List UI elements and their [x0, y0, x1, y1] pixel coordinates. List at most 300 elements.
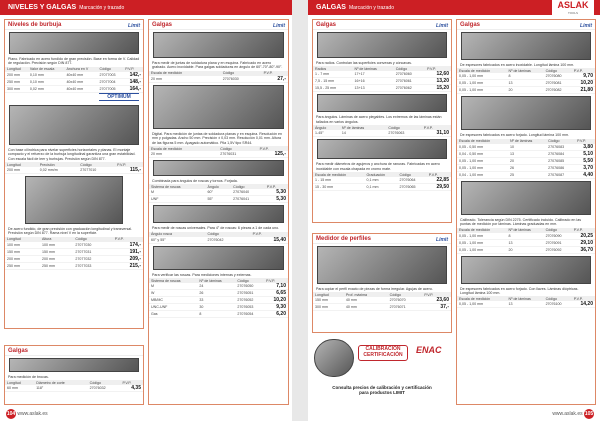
table-cell: 20 [507, 246, 544, 253]
table-cell: 8 [507, 73, 544, 80]
table-cell: 24 [197, 283, 235, 290]
table-cell: 26 [508, 164, 546, 171]
perfiles-section [312, 233, 452, 333]
table-cell: 27076052 [235, 297, 264, 304]
optimum-logo: OPTIMUM [99, 93, 139, 101]
table-header: P.V.P. [572, 68, 595, 73]
table-cell: 27076041 [231, 196, 265, 203]
table-cell: 15,40 [251, 237, 288, 244]
table-cell: M [149, 283, 197, 290]
table-cell: 300 mm [313, 304, 344, 311]
table-header: Graduación [364, 172, 397, 177]
right-footer-url[interactable]: www.aslak.es [552, 411, 583, 417]
table-cell: 14 [340, 130, 387, 137]
table-header: Precisión [38, 162, 79, 167]
table-cell: 27076051 [235, 290, 264, 297]
profile-gauge-image [317, 246, 447, 284]
table-header: Nº de láminas [507, 68, 544, 73]
table-cell: 5,30 [265, 196, 288, 203]
table-row [5, 78, 143, 85]
table-cell: 27076060 [394, 71, 425, 78]
table-cell: 17+17 [352, 71, 393, 78]
table-row [457, 87, 595, 94]
galgas-x-desc3: Calibrado. Tolerancia según DIN 2275. Certificado incluido. Calibrado en las puntas de medición por láminas. Láminas graduadas en mm. [460, 217, 581, 227]
table-cell: 27077031 [73, 248, 112, 255]
table-cell: 40x40 mm [64, 72, 97, 79]
galgas-center-section [148, 19, 289, 405]
table-cell: M [149, 189, 206, 196]
table-row [457, 164, 595, 171]
table-cell: 0,05 - 1,00 mm [457, 80, 507, 87]
table-header: P.V.P. [113, 237, 143, 242]
left-footer [6, 409, 48, 419]
angle-gauge-image [317, 94, 447, 112]
table-cell: 27076080 [544, 73, 572, 80]
table-header: Radios [313, 66, 352, 71]
left-header [0, 0, 292, 15]
table-header: Escala de medición [149, 146, 218, 151]
table-header: Prof. máxima [344, 292, 388, 297]
table-header: Código [235, 278, 264, 283]
galgas-x-desc2: De espesores fabricados en acero forjado. Longitud lámina 100 mm. [460, 133, 570, 138]
table-header: Longitud [5, 67, 28, 72]
table-cell: 10,20 [572, 80, 595, 87]
table-cell: 0,05 - 1,00 mm [457, 87, 507, 94]
table-cell: 5,50 [575, 157, 595, 164]
table-cell: 118° [34, 385, 87, 392]
table-cell: 21,80 [572, 87, 595, 94]
right-page-number: 105 [584, 411, 594, 417]
left-footer-url[interactable]: www.aslak.es [17, 411, 48, 417]
table-header: Longitud [5, 380, 34, 385]
table-header: Código [544, 296, 572, 301]
table-row [457, 301, 595, 308]
table-cell: 13+13 [352, 85, 393, 92]
galgas-c-table3 [149, 184, 288, 203]
table-cell: 27077032 [73, 255, 112, 262]
table-cell: 250 mm [5, 262, 40, 269]
niveles-desc2: Con base cilíndrica para nivelar superficies horizontales y planas. El montaje compacto y el refuerzo de la burbuja longitudinal garantiza una gran estabilidad. Con escala fácil de leer y burbujas. Precisión según DIN 877. [8, 147, 136, 161]
table-row [5, 262, 143, 269]
table-header: P.V.P. [572, 228, 595, 233]
table-cell: 0,05 - 1,00 mm [457, 157, 508, 164]
table-cell: 27076031 [218, 151, 257, 158]
table-cell: 150 mm [313, 297, 344, 304]
table-cell: 1-45° [313, 130, 340, 137]
table-cell: 191,- [113, 248, 143, 255]
table-cell: 27076100 [544, 301, 572, 308]
table-row [149, 76, 288, 83]
table-cell: 0,05 - 1,00 mm [457, 246, 507, 253]
table-row [457, 150, 595, 157]
table-cell: 13,20 [425, 78, 451, 85]
table-header: Longitud [313, 292, 344, 297]
table-cell: 40x40 mm [64, 78, 97, 85]
table-cell: 250 mm [5, 78, 28, 85]
table-row [457, 80, 595, 87]
right-header-sub: Marcación y trazado [348, 5, 394, 11]
limit-logo: Limit [128, 23, 140, 29]
table-cell: 27076040 [231, 189, 265, 196]
table-cell: 37,- [422, 304, 451, 311]
table-row [5, 85, 143, 92]
table-cell: 16+16 [352, 78, 393, 85]
table-cell: 15,5 - 25 mm [313, 85, 352, 92]
table-header: Código [218, 146, 257, 151]
table-cell: W [149, 290, 197, 297]
table-cell: 27077005 [98, 85, 124, 92]
table-cell: 200 mm [5, 255, 40, 262]
table-header: P.V.P. [120, 380, 143, 385]
drill-gauge-image [9, 358, 139, 372]
table-row [457, 171, 595, 178]
table-row [457, 246, 595, 253]
feeler-gauge-image-3 [461, 181, 591, 215]
table-cell: 27076053 [235, 304, 264, 311]
table-row [149, 290, 288, 297]
table-header: Ángulo rosca [149, 232, 205, 237]
brand-name: ASLAK [557, 0, 589, 10]
table-cell: 125,- [258, 151, 288, 158]
table-cell: 27077030 [73, 242, 112, 249]
galgas-r-table2 [313, 125, 451, 137]
table-cell: 7,5 - 15 mm [313, 78, 352, 85]
table-cell: 6,20 [264, 311, 288, 318]
table-cell: 27076063 [386, 130, 421, 137]
table-cell: 164,- [123, 85, 143, 92]
niveles-desc1: Plano. Fabricado en acero fundido de gran precisión. Base en forma de V. Calidad de regulación. Precisión según DIN 877. [8, 57, 140, 66]
table-cell: 0,10 mm [28, 72, 65, 79]
table-cell: 3,80 [575, 144, 595, 151]
table-header: Escala de medición [457, 228, 507, 233]
table-cell: 200 mm [40, 255, 73, 262]
table-cell: 27076054 [235, 311, 264, 318]
table-cell: 27076081 [544, 80, 572, 87]
galgas-center-title [149, 20, 288, 30]
table-cell: 9,70 [572, 73, 595, 80]
table-cell: 27076091 [544, 239, 572, 246]
table-header: Escala de medición [457, 68, 507, 73]
table-header: Valor de escala [28, 67, 65, 72]
table-header: Nº de láminas [507, 296, 544, 301]
table-cell: MB/MC [149, 297, 197, 304]
table-cell: 215,- [113, 262, 143, 269]
table-header: Ángulo [206, 184, 232, 189]
table-cell: 6,65 [264, 290, 288, 297]
table-cell: 0,1 mm [364, 184, 397, 191]
table-cell: 33 [197, 297, 235, 304]
table-cell: 40x40 mm [64, 85, 97, 92]
table-row [457, 239, 595, 246]
table-cell: 27077033 [73, 262, 112, 269]
galgas-c-table4 [149, 232, 288, 244]
table-cell: 5,30 [265, 189, 288, 196]
right-footer [552, 409, 594, 419]
table-cell: 10 [508, 144, 546, 151]
table-cell: 27076070 [388, 297, 423, 304]
galgas-radios-title [313, 20, 451, 30]
table-header: Código [388, 292, 423, 297]
consult-line1: Consulta precios de calibración y certificación [332, 385, 432, 390]
table-header: Código [544, 228, 572, 233]
calibration-gauge-image [314, 339, 354, 377]
table-cell: 0,05 - 0,50 mm [457, 144, 508, 151]
brand-sub: TOOLS [567, 11, 579, 15]
table-cell: 20 mm [149, 151, 218, 158]
table-header: Código [544, 68, 572, 73]
table-cell: 0,02 mm [28, 85, 65, 92]
table-row [149, 297, 288, 304]
calibration-line1: CALIBRACIÓN [365, 346, 401, 352]
perfiles-title-text: Medidor de perfiles [316, 236, 372, 242]
radius-gauge-image [317, 32, 447, 58]
galgas-radios-section [312, 19, 452, 223]
table-cell: 10,20 [264, 297, 288, 304]
table-cell: 25 [508, 171, 546, 178]
galgas-r-desc3: Para medir diámetros de agujeros y anchura de ranuras. Fabricadas en acero inoxidable con escala chapada en cromo mate. [316, 162, 440, 171]
galgas-c-desc2: Digital. Para medición de juntas de soldadura planas y en esquina. Resolución en mm y pulgadas. Ancho 50 mm. Precisión ± 0,03 mm. Resolución 0,01 mm. Altura de las figuras 5 mm. Apagado automático. Pila 1,5V tipo SR44. [152, 131, 283, 145]
table-cell: 9,30 [264, 304, 288, 311]
table-cell: 27,- [262, 76, 288, 83]
table-cell: 27076092 [544, 246, 572, 253]
table-header: Ángulo [313, 125, 340, 130]
galgas-c-desc5: Para verificar las roscas. Para mediciones internas y externas. [152, 272, 252, 277]
table-cell: 27076086 [546, 164, 575, 171]
table-row [5, 248, 143, 255]
galgas-x-desc4: De espesores fabricados en acero forjado. Con llaves. Láminas dióptricas. Longitud lámina 100 mm. [460, 286, 579, 296]
table-header: P.V.P. [422, 125, 451, 130]
galgas-r-table1 [313, 66, 451, 92]
table-cell: 13 [507, 239, 544, 246]
table-cell: 15 - 30 mm [313, 184, 364, 191]
table-row [149, 237, 288, 244]
galgas-brocas-title [5, 346, 143, 356]
table-cell: 1 - 7 mm [313, 71, 352, 78]
table-cell: 27076090 [544, 233, 572, 240]
column-galgas-soldadura [148, 19, 289, 405]
table-header: Código [386, 125, 421, 130]
table-cell: 100 mm [5, 242, 40, 249]
table-cell: 27076030 [221, 76, 262, 83]
table-row [5, 255, 143, 262]
table-cell: 27077010 [78, 167, 115, 174]
table-row [149, 196, 288, 203]
table-cell: 36,70 [572, 246, 595, 253]
table-header: Código [73, 237, 112, 242]
galgas-brocas-table [5, 380, 143, 392]
table-header: Código [221, 71, 262, 76]
table-cell: 27076065 [398, 184, 427, 191]
table-header: P.V.P. [262, 71, 288, 76]
table-cell: 27076062 [394, 85, 425, 92]
table-cell: 60° [206, 189, 232, 196]
table-header: P.V.P. [265, 184, 288, 189]
table-cell: 200 mm [5, 167, 38, 174]
table-header: Diámetro de corte [34, 380, 87, 385]
niveles-table3 [5, 237, 143, 270]
table-header: Escala de medición [149, 71, 221, 76]
table-cell: 0,05 - 1,00 mm [457, 164, 508, 171]
table-cell: 27076083 [546, 144, 575, 151]
table-cell: 27076042 [205, 237, 250, 244]
table-row [5, 385, 143, 392]
table-header: Nº de láminas [340, 125, 387, 130]
table-header: P.V.P. [427, 172, 451, 177]
perfiles-title [313, 234, 451, 244]
galgas-c-desc3: Combinada para ángulos de roscas y tornos. Forjada. [152, 179, 238, 184]
galgas-x-table4 [457, 296, 595, 308]
table-row [313, 304, 451, 311]
table-cell: 55° [206, 196, 232, 203]
galgas-r-desc1: Para radios. Controlan las superficies convexas y cóncavas. [316, 61, 412, 65]
table-cell: 27077004 [98, 78, 124, 85]
table-cell: 0,05 - 1,00 mm [457, 73, 507, 80]
table-header: Longitud [5, 162, 38, 167]
table-header: P.V.P. [575, 139, 595, 144]
galgas-x-table3 [457, 228, 595, 254]
table-header: Altura [40, 237, 73, 242]
table-row [149, 304, 288, 311]
table-cell: UNC-UNF [149, 304, 197, 311]
table-row [313, 130, 451, 137]
table-cell: 29,50 [427, 184, 451, 191]
universal-thread-gauge-image [153, 205, 284, 223]
galgas-espesores-title [457, 20, 595, 30]
table-cell: 150 mm [5, 248, 40, 255]
table-cell: 250 mm [40, 262, 73, 269]
table-header: Nº de láminas [507, 228, 544, 233]
table-cell: 0,04 - 1,00 mm [457, 171, 508, 178]
frame-level-image [25, 176, 123, 224]
niveles-title-text: Niveles de burbuja [8, 22, 62, 28]
table-cell: 142,- [123, 72, 143, 79]
galgas-c-desc4: Para medir de roscas universales. Para 4° de roscas: 6 piezas a 1 de cada uno. [152, 226, 280, 231]
table-header: Longitud [5, 237, 40, 242]
table-header: P.V.P. [264, 278, 288, 283]
table-cell: 0,10 mm [28, 78, 65, 85]
niveles-table1 [5, 67, 143, 93]
table-header: Código [98, 67, 124, 72]
limit-logo-4: Limit [436, 237, 448, 243]
table-header: P.V.P. [115, 162, 143, 167]
table-cell: 174,- [113, 242, 143, 249]
table-header: P.V.P. [251, 232, 288, 237]
table-header: Código [546, 139, 575, 144]
table-cell: 13 [507, 301, 544, 308]
table-cell: 209,- [113, 255, 143, 262]
galgas-espesores-section [456, 19, 596, 405]
limit-logo-5: Limit [580, 23, 592, 29]
table-cell: 22,85 [427, 177, 451, 184]
table-cell: 4,40 [575, 171, 595, 178]
left-header-title: NIVELES Y GALGAS [8, 4, 77, 11]
table-cell: Gas [149, 311, 197, 318]
table-cell: 27077003 [98, 72, 124, 79]
galgas-r-desc2: Para ángulos. Láminas de acero plegables. Los extremos de las láminas están tallados en varios ángulos. [316, 115, 442, 124]
table-header: Nº de láminas [508, 139, 546, 144]
table-cell: 1 - 15 mm [313, 177, 364, 184]
table-cell: 40 mm [344, 297, 388, 304]
table-cell: 27076050 [235, 283, 264, 290]
table-cell: 100 mm [40, 242, 73, 249]
galgas-brocas-desc: Para medición de brocas. [8, 375, 49, 379]
table-header: Escala de medición [313, 172, 364, 177]
table-cell: 40 mm [344, 304, 388, 311]
table-cell: 200 mm [5, 72, 28, 79]
galgas-x-desc1: De espesores fabricados en acero inoxidable. Longitud lámina 100 mm. [460, 63, 575, 67]
table-cell: 20,25 [572, 233, 595, 240]
thread-pitch-gauge-image [153, 246, 284, 270]
table-cell: 20 [507, 87, 544, 94]
table-cell: 20 mm [149, 76, 221, 83]
table-cell: 0,04 - 0,50 mm [457, 150, 508, 157]
table-cell: 27076061 [394, 78, 425, 85]
table-cell: 60° y 55° [149, 237, 205, 244]
table-row [313, 184, 451, 191]
enac-logo: ENAC [416, 345, 442, 355]
galgas-c-table2 [149, 146, 288, 158]
table-cell: 0,02 mm/m [38, 167, 79, 174]
table-cell: 3,70 [575, 164, 595, 171]
column-galgas-espesores [456, 19, 596, 405]
table-cell: 27076087 [546, 171, 575, 178]
table-header: Código [398, 172, 427, 177]
table-cell: 27076082 [544, 87, 572, 94]
table-cell: 15,20 [425, 85, 451, 92]
calibration-consult [312, 385, 452, 395]
niveles-table2 [5, 162, 143, 174]
table-cell: 27076064 [398, 177, 427, 184]
galgas-c-table1 [149, 71, 288, 83]
table-header: Código [394, 66, 425, 71]
perfiles-table [313, 292, 451, 311]
calibration-block [312, 337, 452, 405]
table-header: P.V.P. [572, 296, 595, 301]
table-header: Nº de láminas [352, 66, 393, 71]
brand-logo [552, 0, 594, 15]
table-header: Escala de medición [457, 139, 508, 144]
feeler-gauge-image-1 [461, 32, 591, 60]
galgas-c-desc1: Para medir de juntas de soldadura plana y en esquina. Fabricado en acero grabado. Acero inoxidable. Para galgas soldaduras en ángulo de 60°-70°-80°-90°. [152, 61, 283, 70]
table-cell: 7,10 [264, 283, 288, 290]
table-cell: 31,10 [422, 130, 451, 137]
table-header: Código [78, 162, 115, 167]
table-row [313, 85, 451, 92]
right-header-title: GALGAS [316, 4, 346, 11]
table-row [457, 157, 595, 164]
table-cell: 60 mm [5, 385, 34, 392]
table-header: Nº de láminas [197, 278, 235, 283]
galgas-espesores-title-text: Galgas [460, 22, 481, 28]
galgas-radios-title-text: Galgas [316, 22, 337, 28]
calibration-badge [358, 345, 408, 361]
niveles-title [5, 20, 143, 30]
table-header: Sistema de roscas [149, 278, 197, 283]
table-cell: 150 mm [40, 248, 73, 255]
table-cell: 115,- [115, 167, 143, 174]
galgas-r-table3 [313, 172, 451, 191]
table-cell: 0,05 - 1,00 mm [457, 301, 507, 308]
galgas-x-table1 [457, 68, 595, 94]
table-header: Código [205, 232, 250, 237]
thread-angle-gauge-image [153, 160, 284, 176]
table-cell: 23,60 [422, 297, 451, 304]
left-page-number: 104 [6, 411, 16, 417]
table-header: P.V.P. [422, 292, 451, 297]
digital-weld-gauge-image [153, 85, 284, 129]
table-cell: 26 [197, 290, 235, 297]
table-row [149, 311, 288, 318]
